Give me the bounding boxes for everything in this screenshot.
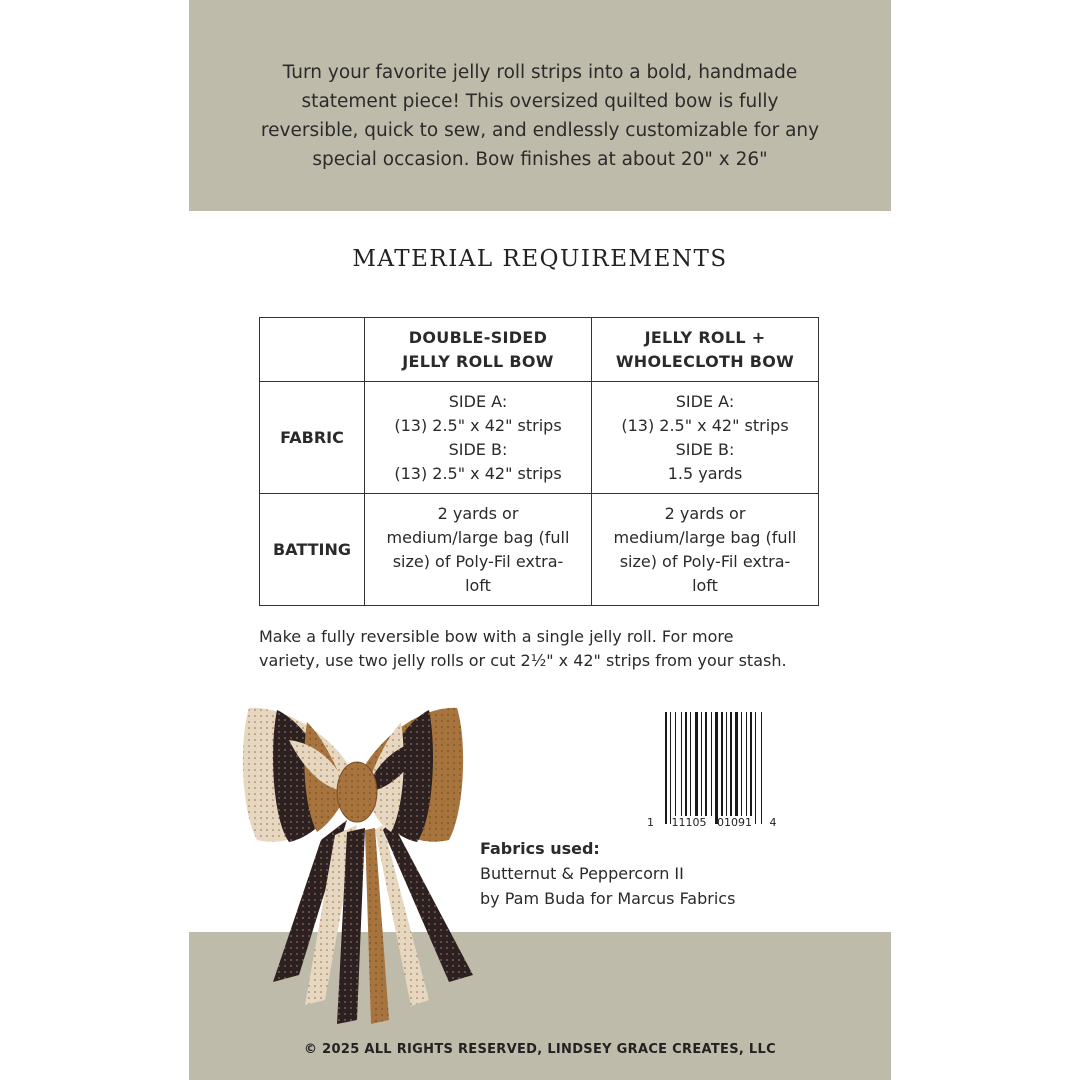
cell-line: 1.5 yards bbox=[667, 463, 743, 483]
cell-line: medium/large bag (full bbox=[613, 527, 797, 547]
cell-line: loft bbox=[465, 575, 491, 595]
note-line: Make a fully reversible bow with a single jelly roll. For more bbox=[259, 627, 734, 646]
barcode-bar bbox=[690, 712, 691, 816]
barcode-bar bbox=[675, 712, 676, 816]
cell-fabric-double-sided bbox=[365, 382, 592, 494]
barcode-bar bbox=[735, 712, 738, 816]
cell-line: 2 yards or bbox=[664, 503, 746, 523]
barcode-bar bbox=[761, 712, 762, 824]
barcode-bar bbox=[705, 712, 707, 816]
cell-batting-double-sided bbox=[365, 494, 592, 606]
intro-line: reversible, quick to sew, and endlessly customizable for any bbox=[260, 120, 820, 141]
barcode-bar bbox=[701, 712, 702, 816]
barcode-bar bbox=[695, 712, 698, 816]
copyright-notice: © 2025 ALL RIGHTS RESERVED, LINDSEY GRACE CREATES, LLC bbox=[304, 1042, 776, 1057]
cell-line: (13) 2.5" x 42" strips bbox=[621, 415, 789, 435]
barcode-bar bbox=[711, 712, 712, 816]
intro-line: statement piece! This oversized quilted bow is fully bbox=[301, 91, 779, 112]
barcode-number bbox=[647, 816, 807, 829]
intro-line: Turn your favorite jelly roll strips into a bold, handmade bbox=[282, 62, 798, 83]
cell-line: (13) 2.5" x 42" strips bbox=[394, 463, 562, 483]
barcode-bar bbox=[750, 712, 752, 816]
barcode-bar bbox=[665, 712, 667, 824]
header-line: DOUBLE-SIDED bbox=[408, 327, 548, 347]
header-line: JELLY ROLL + bbox=[644, 327, 766, 347]
header-line: JELLY ROLL BOW bbox=[402, 351, 554, 371]
column-header-double-sided bbox=[365, 318, 592, 382]
cell-line: 2 yards or bbox=[437, 503, 519, 523]
pattern-back-cover bbox=[189, 0, 891, 1080]
table-header-row bbox=[260, 318, 819, 382]
barcode-image bbox=[661, 712, 791, 824]
barcode-digit-group: 11105 bbox=[671, 816, 707, 829]
intro-text bbox=[219, 58, 861, 174]
intro-line: special occasion. Bow finishes at about 20" x 26" bbox=[312, 149, 768, 170]
table-row-fabric bbox=[260, 382, 819, 494]
barcode-bar bbox=[730, 712, 732, 816]
usage-note bbox=[259, 625, 839, 673]
barcode-bar bbox=[746, 712, 747, 816]
cell-line: SIDE B: bbox=[448, 439, 508, 459]
header-line: WHOLECLOTH BOW bbox=[615, 351, 795, 371]
cell-line: medium/large bag (full bbox=[386, 527, 570, 547]
cell-fabric-wholecloth bbox=[592, 382, 819, 494]
material-requirements-table bbox=[259, 317, 819, 606]
barcode-digit: 4 bbox=[769, 816, 777, 829]
fabrics-line: by Pam Buda for Marcus Fabrics bbox=[480, 889, 736, 908]
bow-knot bbox=[337, 762, 377, 822]
table-row-batting bbox=[260, 494, 819, 606]
cell-line: size) of Poly-Fil extra- bbox=[619, 551, 791, 571]
barcode-bar bbox=[755, 712, 756, 824]
barcode-bar bbox=[715, 712, 718, 824]
fabrics-line: Butternut & Peppercorn II bbox=[480, 864, 684, 883]
barcode-bar bbox=[681, 712, 682, 816]
barcode-digit-group: 01091 bbox=[716, 816, 752, 829]
barcode-bar bbox=[670, 712, 671, 824]
cell-line: loft bbox=[692, 575, 718, 595]
cell-line: size) of Poly-Fil extra- bbox=[392, 551, 564, 571]
barcode-bar bbox=[721, 712, 723, 816]
cell-line: SIDE A: bbox=[675, 391, 735, 411]
fabrics-used-label: Fabrics used: bbox=[480, 839, 600, 858]
barcode-bar bbox=[685, 712, 687, 816]
barcode-digit: 1 bbox=[647, 816, 654, 829]
table-corner-cell bbox=[260, 318, 365, 382]
note-line: variety, use two jelly rolls or cut 2½" x 42" strips from your stash. bbox=[259, 651, 787, 670]
barcode-bar bbox=[726, 712, 727, 816]
section-heading: MATERIAL REQUIREMENTS bbox=[352, 246, 728, 272]
cell-line: SIDE B: bbox=[675, 439, 735, 459]
column-header-wholecloth bbox=[592, 318, 819, 382]
cell-line: (13) 2.5" x 42" strips bbox=[394, 415, 562, 435]
cell-batting-wholecloth bbox=[592, 494, 819, 606]
cell-line: SIDE A: bbox=[448, 391, 508, 411]
quilted-bow-image bbox=[229, 700, 489, 1030]
barcode-bar bbox=[741, 712, 742, 816]
row-label-batting: BATTING bbox=[260, 494, 365, 606]
row-label-fabric: FABRIC bbox=[260, 382, 365, 494]
fabrics-used bbox=[480, 836, 735, 911]
